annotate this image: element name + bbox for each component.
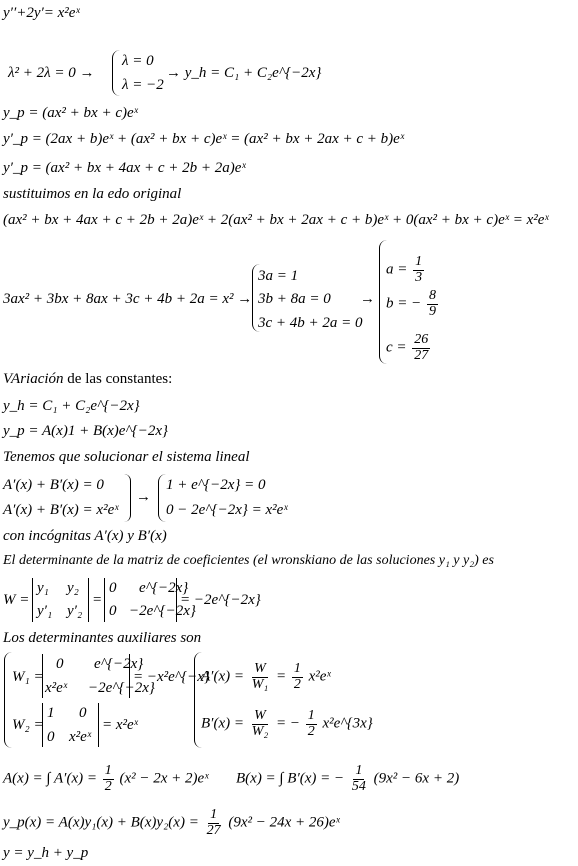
a-integral-frac	[103, 764, 114, 794]
b-prime-frac1-den: W₂	[251, 723, 269, 739]
solution-c	[386, 333, 432, 363]
particular-derivative-simplified: y′_p = (ax² + bx + 4ax + c + 2b + 2a)eˣ	[3, 160, 246, 176]
particular-final-tail: (9x² − 24x + 26)eˣ	[228, 814, 340, 831]
implies-arrow: →	[360, 291, 375, 307]
wronskian-intro: El determinante de la matriz de coeficientes (el wronskiano de las soluciones y₁ y y₂) es	[3, 553, 494, 568]
w-cell: y′₂	[67, 603, 83, 619]
unknowns-note: con incógnitas A′(x) y B′(x)	[3, 528, 167, 544]
a-prime-frac1	[250, 662, 271, 692]
a-integral	[3, 764, 208, 794]
wronskian-result: = −2e^{−2x}	[180, 592, 261, 608]
b-integral-num: 1	[355, 763, 363, 778]
solution-c-fraction	[412, 333, 430, 363]
a-prime-frac2	[292, 662, 303, 692]
w2-cell: 1	[47, 705, 55, 721]
b-prime	[201, 709, 373, 739]
substituted-equation: (ax² + bx + 4ax + c + 2b + 2a)eˣ + 2(ax² + bx + 2ax + c + b)eˣ + 0(ax² + bx + c)eˣ = x²eˣ	[3, 212, 549, 228]
linear-arrow: →	[136, 489, 151, 505]
solution-b-num: 8	[429, 288, 436, 303]
solution-c-lhs: c =	[386, 339, 407, 356]
a-integral-num: 1	[104, 763, 112, 778]
w-cell: y′₁	[37, 603, 53, 619]
b-integral	[236, 764, 459, 794]
linear-right-brace	[124, 474, 131, 522]
auxiliary-heading: Los determinantes auxiliares son	[3, 630, 202, 646]
w2-result: = x²eˣ	[102, 717, 138, 733]
w-cell: 0	[109, 603, 117, 619]
a-prime-tail: x²eˣ	[308, 668, 331, 685]
det-bar	[88, 578, 89, 622]
substitute-note-text: sustituimos en la edo original	[3, 186, 182, 202]
w1-cell: x²eˣ	[45, 680, 68, 696]
a-prime-frac2-den: 2	[293, 676, 301, 692]
particular-derivative: y′_p = (2ax + b)eˣ + (ax² + bx + c)eˣ = (ax² + bx + 2ax + c + b)eˣ	[3, 131, 405, 147]
solution-b-fraction	[427, 289, 438, 319]
b-prime-lhs: B′(x) =	[201, 715, 244, 732]
linear-eq-2: A′(x) + B′(x) = x²eˣ	[3, 502, 119, 518]
equals-sign: =	[93, 592, 102, 608]
w1-result: = −x²e^{−x}	[133, 669, 210, 685]
particular-variation-form: y_p = A(x)1 + B(x)e^{−2x}	[3, 423, 169, 439]
particular-final	[3, 808, 340, 838]
b-prime-frac2	[306, 709, 317, 739]
w-cell: y₂	[67, 580, 79, 596]
variation-heading-italic: VAriación	[3, 371, 64, 387]
linear-eq-1: A′(x) + B′(x) = 0	[3, 477, 104, 493]
w1-cell: 0	[56, 656, 64, 672]
det-bar	[98, 703, 99, 747]
a-integral-lhs: A(x) = ∫ A′(x) =	[3, 770, 97, 787]
b-integral-lhs: B(x) = ∫ B′(x) = −	[236, 770, 345, 787]
particular-form: y_p = (ax² + bx + c)eˣ	[3, 105, 138, 121]
solution-a-den: 3	[415, 269, 423, 285]
w-cell: y₁	[37, 580, 49, 596]
a-prime-eq: =	[276, 668, 287, 685]
characteristic-equation: λ² + 2λ = 0 →	[8, 65, 95, 81]
homogeneous-solution-repeat: y_h = C₁ + C₂e^{−2x}	[3, 398, 140, 414]
a-prime	[201, 662, 331, 692]
b-prime-tail: x²e^{3x}	[322, 715, 373, 732]
particular-final-lhs: y_p(x) = A(x)y₁(x) + B(x)y₂(x) =	[3, 814, 199, 831]
solution-c-den: 27	[414, 347, 429, 363]
a-prime-lhs: A′(x) =	[201, 668, 244, 685]
b-prime-eq: = −	[276, 715, 300, 732]
b-integral-tail: (9x² − 6x + 2)	[373, 770, 460, 787]
solution-b-lhs: b = −	[386, 295, 422, 312]
det-bar	[42, 654, 43, 698]
solution-b	[386, 289, 440, 319]
substitute-note	[3, 187, 181, 202]
linear-eq-4: 0 − 2e^{−2x} = x²eˣ	[166, 502, 288, 518]
b-integral-frac	[350, 764, 368, 794]
coefficient-equation: 3ax² + 3bx + 8ax + 3c + 4b + 2a = x² →	[3, 291, 253, 307]
roots-brace	[112, 50, 121, 96]
wronskian-lhs: W =	[3, 592, 30, 608]
system-eq-3: 3c + 4b + 2a = 0	[258, 315, 363, 331]
det-bar	[104, 578, 105, 622]
det-bar	[32, 578, 33, 622]
linear-system-note: Tenemos que solucionar el sistema lineal	[3, 449, 250, 465]
aux-brace	[4, 652, 13, 748]
solution-a-fraction	[413, 255, 424, 285]
solution-a	[386, 255, 426, 285]
w2-cell: 0	[79, 705, 87, 721]
system-eq-2: 3b + 8a = 0	[258, 291, 331, 307]
w-cell: e^{−2x}	[139, 580, 189, 596]
b-prime-frac1-num: W	[254, 708, 266, 723]
solution-b-den: 9	[429, 303, 436, 319]
root-2: λ = −2	[122, 77, 164, 93]
b-prime-frac1	[250, 709, 271, 739]
w2-cell: x²eˣ	[69, 729, 92, 745]
homogeneous-solution: → y_h = C₁ + C₂e^{−2x}	[166, 65, 322, 81]
w-cell: −2e^{−2x}	[129, 603, 196, 619]
root-1: λ = 0	[122, 53, 154, 69]
a-integral-tail: (x² − 2x + 2)eˣ	[119, 770, 209, 787]
det-bar	[129, 654, 130, 698]
particular-final-num: 1	[210, 807, 218, 822]
w2-lhs: W₂ =	[12, 717, 44, 733]
particular-final-den: 27	[206, 822, 221, 838]
det-bar	[176, 578, 177, 622]
w-cell: 0	[109, 580, 117, 596]
ode-equation: y′′+2y′= x²eˣ	[3, 5, 80, 21]
variation-heading	[3, 372, 172, 387]
w1-cell: e^{−2x}	[94, 656, 144, 672]
det-bar	[42, 703, 43, 747]
solution-c-num: 26	[414, 332, 429, 347]
b-prime-frac2-num: 1	[307, 708, 315, 723]
system-eq-1: 3a = 1	[258, 268, 299, 284]
w1-cell: −2e^{−2x}	[88, 680, 155, 696]
a-integral-den: 2	[104, 778, 112, 794]
w1-lhs: W₁ =	[12, 669, 44, 685]
particular-final-frac	[205, 808, 223, 838]
a-prime-frac1-den: W₁	[251, 676, 269, 692]
general-solution: y = y_h + y_p	[3, 845, 89, 861]
a-prime-frac1-num: W	[254, 661, 266, 676]
solution-a-num: 1	[415, 254, 423, 269]
linear-eq-3: 1 + e^{−2x} = 0	[166, 477, 266, 493]
b-integral-den: 54	[351, 778, 366, 794]
w2-cell: 0	[47, 729, 55, 745]
solution-a-lhs: a =	[386, 261, 408, 278]
a-prime-frac2-num: 1	[293, 661, 301, 676]
b-prime-frac2-den: 2	[307, 723, 315, 739]
variation-heading-rest: de las constantes:	[63, 371, 173, 387]
